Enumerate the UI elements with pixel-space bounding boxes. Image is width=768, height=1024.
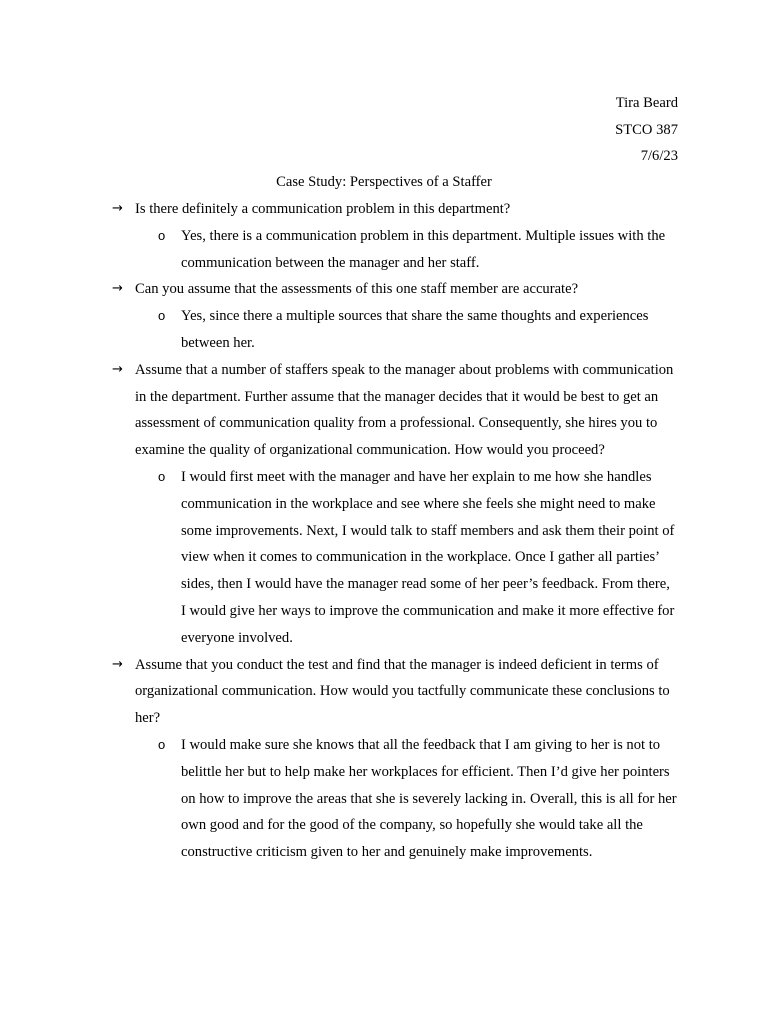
course-code: STCO 387 (615, 121, 678, 138)
answer-text: I would first meet with the manager and have her explain to me how she handles communication in the workplace and see where she feels she might need to make some improvements. Next, I would talk to staff members and ask them their point of view when it comes to communication in the workplace. Once I gather all parties’ sides, then I would have the manager read some of her peer’s feedback. From there, I would give her ways to improve the communication and make it more effective for everyone involved. (181, 468, 675, 646)
arrow-icon: → (112, 361, 123, 377)
answer-text: I would make sure she knows that all the feedback that I am giving to her is not to belittle her but to help make her workplaces for efficient. Then I’d give her pointers on how to improve the areas that she is severely lacking in. Overall, this is all for her own good and for the good of the company, so hopefully she would take all the constructive criticism given to her and genuinely make improvements. (181, 736, 677, 861)
question-text: Assume that a number of staffers speak to the manager about problems with communication in the department. Further assume that the manager decides that it would be best to get an assessment of communication quality from a professional. Consequently, she hires you to examine the quality of organizational communication. How would you proceed? (135, 361, 674, 459)
answer-text: Yes, since there a multiple sources that share the same thoughts and experiences between her. (181, 308, 649, 351)
qa-list (112, 196, 678, 866)
answer-item (112, 732, 678, 866)
question-item (112, 652, 678, 732)
question-text: Is there definitely a communication problem in this department? (135, 201, 511, 217)
answer-item (112, 464, 678, 652)
answer-item (112, 223, 678, 277)
header-block (615, 90, 678, 170)
answer-text: Yes, there is a communication problem in this department. Multiple issues with the communication between the manager and her staff. (181, 227, 666, 271)
question-item (112, 276, 678, 303)
bullet-icon: o (158, 468, 166, 484)
question-item (112, 357, 678, 464)
arrow-icon: → (112, 281, 123, 297)
document-title: Case Study: Perspectives of a Staffer (276, 174, 492, 190)
question-text: Assume that you conduct the test and find that the manager is indeed deficient in terms of organizational communication. How would you tactfully communicate these conclusions to her? (135, 656, 670, 727)
bullet-icon: o (158, 308, 166, 324)
arrow-icon: → (112, 656, 123, 672)
document-date: 7/6/23 (640, 148, 678, 165)
answer-item (112, 303, 678, 357)
author-name: Tira Beard (615, 95, 678, 111)
bullet-icon: o (158, 736, 166, 752)
arrow-icon: → (112, 201, 123, 216)
question-item (112, 196, 678, 223)
bullet-icon: o (158, 227, 166, 243)
question-text: Can you assume that the assessments of this one staff member are accurate? (135, 281, 579, 298)
